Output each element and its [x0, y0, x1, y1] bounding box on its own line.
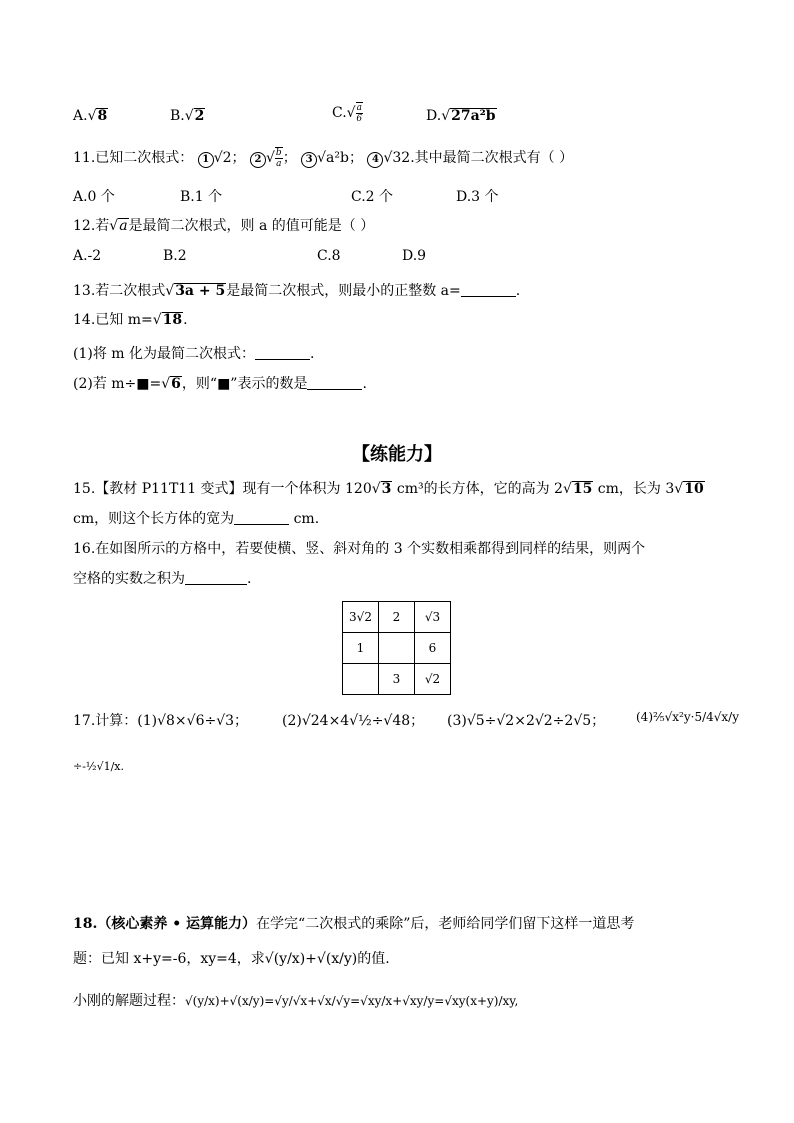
circled-3-icon: 3	[301, 152, 317, 168]
q18-line3: 小刚的解题过程：√(y/x)+√(x/y)=√y/√x+√x/√y=√xy/x+√xy/y=√xy(x+y)/xy,	[73, 993, 519, 1009]
q12-option-b: B.2	[163, 248, 187, 264]
q11-option-b: B.1 个	[180, 189, 223, 205]
q13-answer-blank	[461, 282, 516, 297]
grid-cell: √2	[415, 664, 451, 695]
q13-stem: 13.若二次根式√3a + 5是最简二次根式，则最小的正整数 a= .	[73, 283, 521, 299]
q17-part4-cont: ÷-½√1/x.	[73, 760, 125, 773]
grid-cell: 3	[379, 664, 415, 695]
q18-solution-math: √(y/x)+√(x/y)=√y/√x+√x/√y=√xy/x+√xy/y=√xy(x+y)/xy,	[185, 994, 519, 1008]
q14-part2: (2)若 m÷■=√6，则“■”表示的数是 .	[73, 376, 367, 392]
q11-item-3: √a²b	[317, 150, 349, 166]
q16-line1: 16.在如图所示的方格中，若要使横、竖、斜对角的 3 个实数相乘都得到同样的结果，则两个	[73, 541, 646, 557]
q14-part2-blank	[307, 375, 362, 390]
grid-cell-empty	[379, 633, 415, 664]
q15-answer-blank	[234, 510, 289, 525]
grid-cell: √3	[415, 602, 451, 633]
grid-cell: 2	[379, 602, 415, 633]
q15-line1: 15.【教材 P11T11 变式】现有一个体积为 120√3 cm³的长方体，它的高为 2√15 cm，长为 3√10	[73, 481, 704, 497]
circled-4-icon: 4	[367, 152, 383, 168]
q17-part1: 17.计算：(1)√8×√6÷√3；	[73, 713, 249, 729]
q10-option-b: B.√2	[170, 108, 205, 124]
q10-option-d: D.√27a²b	[426, 108, 496, 124]
q11-item-1: √2	[213, 150, 232, 166]
q17-part4: (4)⅖√x²y·5/4√x/y	[636, 710, 739, 724]
q12-option-c: C.8	[317, 248, 341, 264]
grid-cell: 1	[343, 633, 379, 664]
q11-stem: 11.已知二次根式： 1 √2； 2 √ $\frac{b}{a}$ ； 3 √a²b； 4 √32.其中最简二次根式有（ ）	[73, 148, 574, 169]
q17-part3: (3)√5÷√2×2√2÷2√5；	[447, 713, 606, 729]
q14-part1-blank	[255, 345, 310, 360]
q12-option-d: D.9	[402, 248, 427, 264]
q18-line1: 18.（核心素养 • 运算能力）在学完“二次根式的乘除”后，老师给同学们留下这样一道思考	[73, 916, 635, 932]
grid-cell-empty	[343, 664, 379, 695]
q17-part2: (2)√24×4√½÷√48；	[282, 713, 425, 729]
section-title: 【练能力】	[352, 444, 442, 465]
circled-2-icon: 2	[250, 152, 266, 168]
q11-option-c: C.2 个	[351, 189, 394, 205]
q11-option-a: A.0 个	[73, 189, 115, 205]
q18-line2: 题：已知 x+y=-6，xy=4，求√(y/x)+√(x/y)的值.	[73, 951, 390, 967]
q12-stem: 12.若√a是最简二次根式，则 a 的值可能是（ ）	[73, 218, 375, 234]
q11-item-4: √32	[383, 150, 411, 166]
magic-square-grid	[342, 601, 451, 695]
q15-line2: cm，则这个长方体的宽为 cm.	[73, 511, 320, 527]
circled-1-icon: 1	[198, 152, 214, 168]
grid-cell: 6	[415, 633, 451, 664]
q10-option-c: C.√ $\frac{a}{6}$	[332, 103, 363, 124]
q12-option-a: A.-2	[73, 248, 102, 264]
q16-answer-blank	[185, 570, 247, 585]
q11-option-d: D.3 个	[456, 189, 499, 205]
grid-cell: 3√2	[343, 602, 379, 633]
q10-option-a: A.√8	[73, 108, 108, 124]
q16-line2: 空格的实数之积为 .	[73, 571, 252, 587]
q14-stem: 14.已知 m=√18.	[73, 312, 188, 328]
q14-part1: (1)将 m 化为最简二次根式： .	[73, 346, 315, 362]
